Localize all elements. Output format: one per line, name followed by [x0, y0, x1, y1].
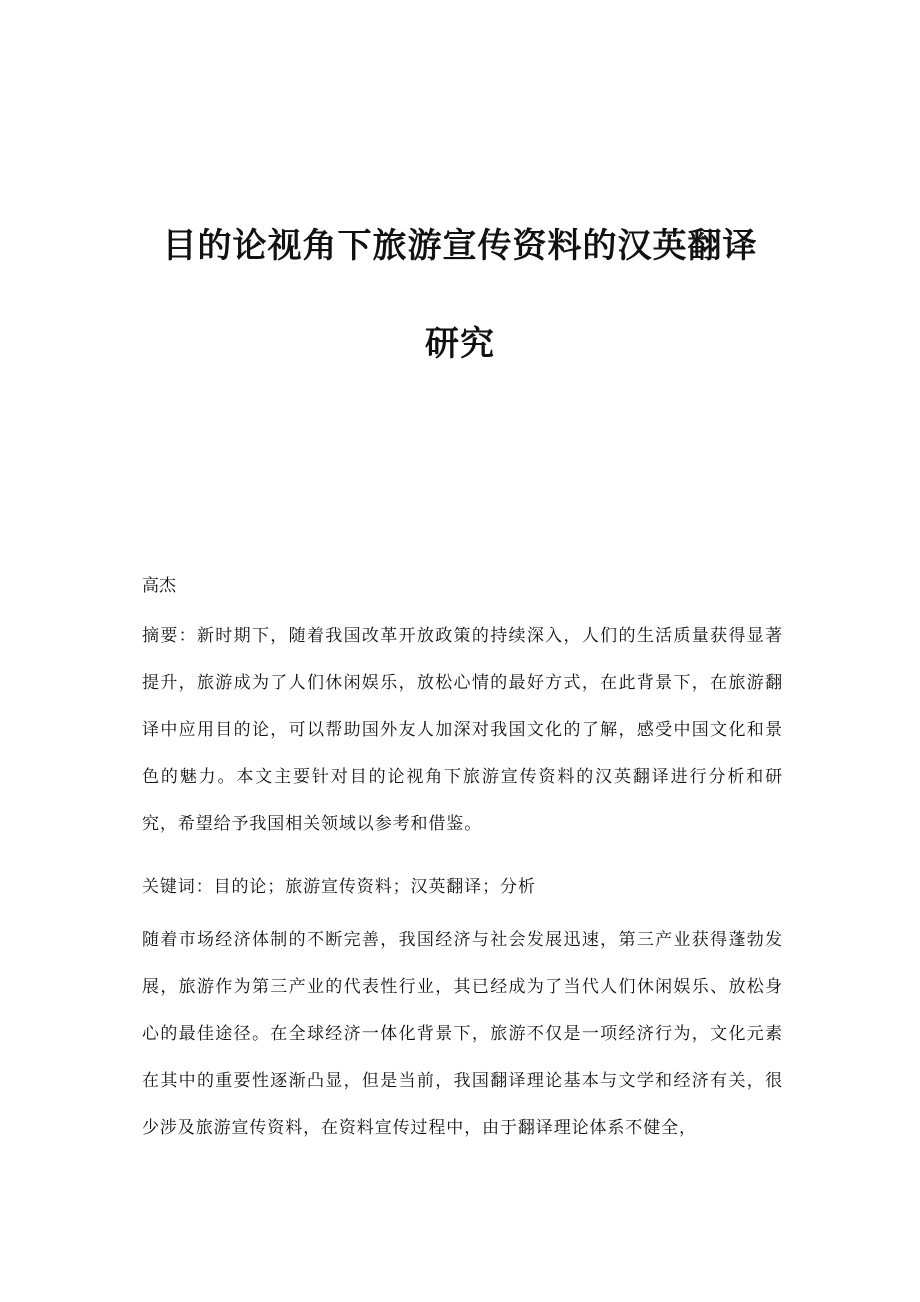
title-line-1: 目的论视角下旅游宣传资料的汉英翻译	[162, 226, 758, 266]
keywords-line: 关键词：目的论；旅游宣传资料；汉英翻译；分析	[142, 877, 536, 897]
author: 高杰	[142, 576, 176, 596]
abstract-paragraph: 摘要：新时期下，随着我国改革开放政策的持续深入，人们的生活质量获得显著提升，旅游成为了人们休闲娱乐，放松心情的最好方式，在此背景下，在旅游翻译中应用目的论，可以帮助国外友人加深对我国文化的了解，感受中国文化和景色的魅力。本文主要针对目的论视角下旅游宣传资料的汉英翻译进行分析和研究，希望给予我国相关领域以参考和借鉴。	[142, 626, 783, 834]
title-line-2: 研究	[425, 324, 495, 364]
body-paragraph: 随着市场经济体制的不断完善，我国经济与社会发展迅速，第三产业获得蓬勃发展，旅游作为第三产业的代表性行业，其已经成为了当代人们休闲娱乐、放松身心的最佳途径。在全球经济一体化背景下，旅游不仅是一项经济行为，文化元素在其中的重要性逐渐凸显，但是当前，我国翻译理论基本与文学和经济有关，很少涉及旅游宣传资料，在资料宣传过程中，由于翻译理论体系不健全，	[142, 930, 783, 1138]
